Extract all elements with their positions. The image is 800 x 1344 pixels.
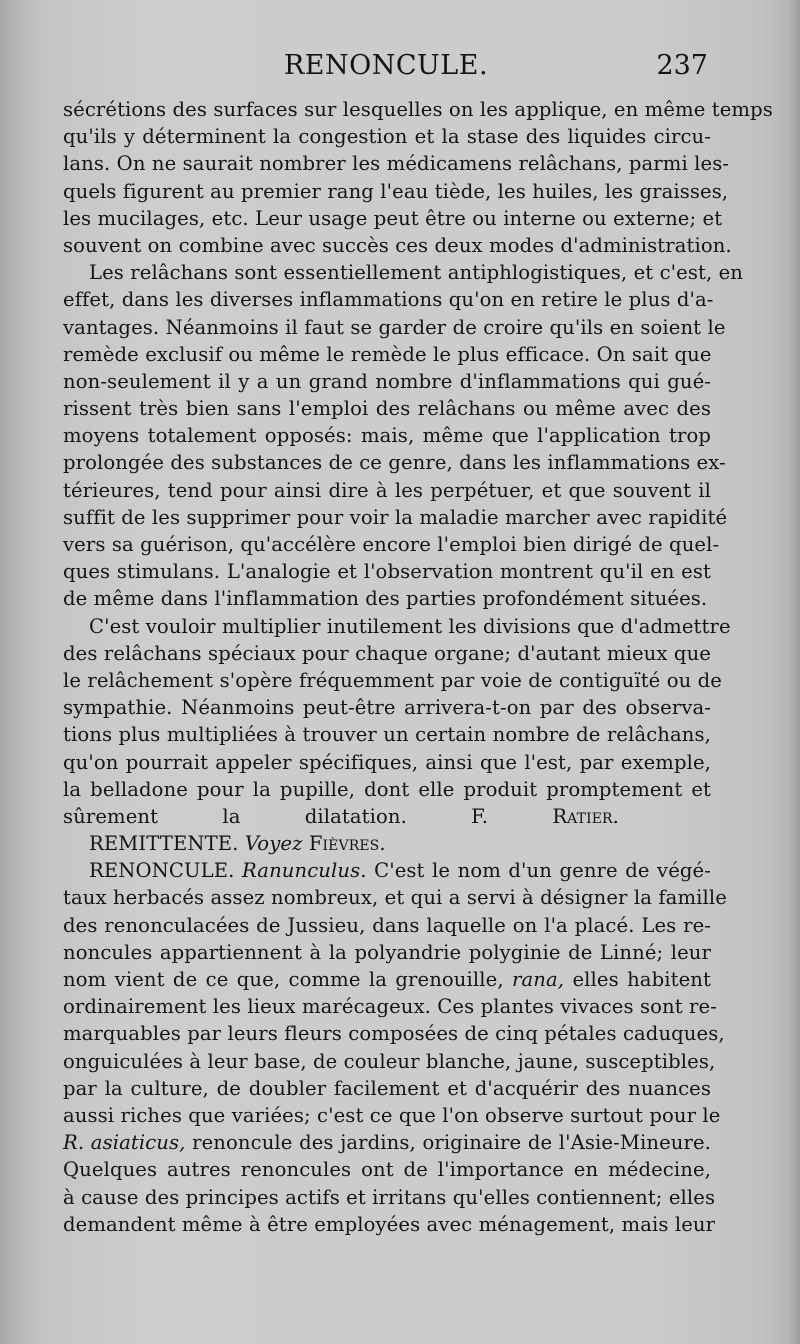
text-line-signature	[63, 803, 711, 830]
text-line	[63, 966, 711, 993]
text-fragment: C'est le nom d'un genre de végé-	[374, 859, 711, 883]
text-line: remède exclusif ou même le remède le plus efficace. On sait que	[63, 342, 712, 366]
text-line: onguiculées à leur base, de couleur blanche, jaune, susceptibles,	[63, 1049, 716, 1073]
page-edge-shadow	[788, 0, 800, 1344]
latin-name: R. asiaticus,	[63, 1131, 186, 1155]
text-line: ques stimulans. L'analogie et l'observation montrent qu'il en est	[63, 560, 711, 584]
text-line: de même dans l'inflammation des parties profondément situées.	[63, 587, 708, 611]
page-header	[60, 48, 712, 88]
text-line: souvent on combine avec succès ces deux modes d'administration.	[63, 233, 732, 257]
text-line: les mucilages, etc. Leur usage peut être ou interne ou externe; et	[63, 206, 723, 230]
text-line: tions plus multipliées à trouver un certain nombre de relâchans,	[63, 723, 711, 747]
text-line: ordinairement les lieux marécageux. Ces plantes vivaces sont re-	[63, 995, 717, 1019]
text-line: quels figurent au premier rang l'eau tiède, les huiles, les graisses,	[63, 179, 729, 203]
text-line: des relâchans spéciaux pour chaque organe; d'autant mieux que	[63, 641, 711, 665]
text-line: lans. On ne saurait nombrer les médicamens relâchans, parmi les-	[63, 152, 730, 176]
text-line: qu'ils y déterminent la congestion et la stase des liquides circu-	[63, 125, 711, 149]
text-line: taux herbacés assez nombreux, et qui a servi à désigner la famille	[63, 886, 727, 910]
text-line: térieures, tend pour ainsi dire à les perpétuer, et que souvent il	[63, 478, 711, 502]
text-line: non-seulement il y a un grand nombre d'inflammations qui gué-	[63, 369, 711, 393]
entry-remittente	[63, 830, 711, 857]
text-line: demandent même à être employées avec ménagement, mais leur	[63, 1212, 716, 1236]
text-line: sécrétions des surfaces sur lesquelles on les applique, en même temps	[63, 98, 773, 121]
text-line: la belladone pour la pupille, dont elle produit promptement et	[63, 777, 711, 801]
text-line: marquables par leurs fleurs composées de cinq pétales caduques,	[63, 1022, 725, 1046]
text-line: prolongée des substances de ce genre, dans les inflammations ex-	[63, 451, 726, 475]
running-head: RENONCULE.	[283, 50, 489, 81]
latin-word: rana,	[512, 968, 565, 991]
text-fragment: sûrement la dilatation.	[63, 804, 407, 828]
text-line: des renonculacées de Jussieu, dans laquelle on l'a placé. Les re-	[63, 913, 711, 937]
latin-name: Ranunculus.	[241, 859, 367, 883]
text-line: vers sa guérison, qu'accélère encore l'emploi bien dirigé de quel-	[63, 533, 720, 556]
text-fragment: renoncule des jardins, originaire de l'Asie-Mineure.	[192, 1131, 711, 1155]
body-text	[63, 96, 773, 1238]
text-line: vantages. Néanmoins il faut se garder de croire qu'ils en soient le	[63, 315, 726, 339]
cross-ref-label: Voyez	[244, 832, 303, 856]
text-line: qu'on pourrait appeler spécifiques, ainsi que l'est, par exemple,	[63, 750, 711, 774]
cross-ref-target: Fièvres.	[308, 832, 386, 856]
text-fragment: elles habitent	[572, 968, 711, 991]
entry-renoncule	[63, 857, 711, 884]
page-number: 237	[656, 50, 708, 81]
text-line	[63, 1129, 711, 1156]
text-line: sympathie. Néanmoins peut-être arrivera-t-on par des observa-	[63, 696, 711, 720]
text-line: Les relâchans sont essentiellement antiphlogistiques, et c'est, en	[89, 261, 744, 285]
text-line: C'est vouloir multiplier inutilement les divisions que d'admettre	[89, 614, 731, 638]
text-line: Quelques autres renoncules ont de l'importance en médecine,	[63, 1158, 711, 1182]
text-line: effet, dans les diverses inflammations qu'on en retire le plus d'a-	[63, 288, 714, 312]
text-line: le relâchement s'opère fréquemment par voie de contiguïté ou de	[63, 668, 722, 692]
text-fragment: nom vient de ce que, comme la grenouille,	[63, 968, 504, 991]
text-line: suffit de les supprimer pour voir la maladie marcher avec rapidité	[63, 505, 728, 529]
text-line: aussi riches que variées; c'est ce que l'on observe surtout pour le	[63, 1103, 721, 1127]
text-line: par la culture, de doubler facilement et d'acquérir des nuances	[63, 1076, 711, 1100]
text-line: noncules appartiennent à la polyandrie polyginie de Linné; leur	[63, 940, 711, 964]
entry-headword: RENONCULE.	[89, 859, 235, 883]
author-signature: F. Ratier.	[471, 804, 619, 828]
text-line: moyens totalement opposés: mais, même que l'application trop	[63, 424, 711, 448]
text-line: rissent très bien sans l'emploi des relâchans ou même avec des	[63, 397, 711, 421]
entry-headword: REMITTENTE.	[89, 832, 239, 856]
text-line: à cause des principes actifs et irritans qu'elles contiennent; elles	[63, 1185, 716, 1209]
